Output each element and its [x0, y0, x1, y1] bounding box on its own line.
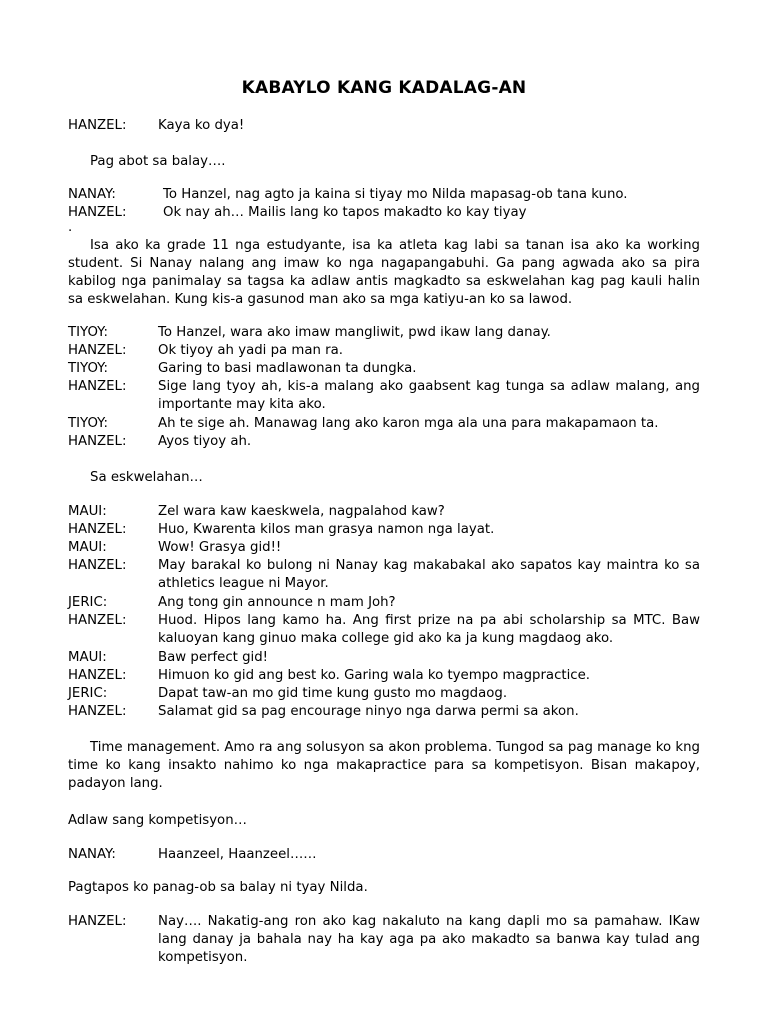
dialogue-line	[68, 324, 700, 342]
dialogue-line	[68, 539, 700, 557]
narration-line: Pagtapos ko panag-ob sa balay ni tyay Nilda.	[68, 880, 368, 895]
document-title: KABAYLO KANG KADALAG-AN	[241, 78, 527, 98]
speaker-label: TIYOY:	[68, 325, 109, 340]
dialogue-line	[68, 433, 700, 451]
dialogue-line	[68, 503, 700, 521]
speaker-label: TIYOY:	[68, 416, 109, 431]
dialogue-line	[68, 415, 700, 433]
dialogue-text: Kaya ko dya!	[158, 118, 245, 133]
dialogue-line	[68, 557, 700, 593]
dialogue-text: Huod. Hipos lang kamo ha. Ang first prize na pa abi scholarship sa MTC. Baw kaluoyan kang ginuo maka college gid ako ka ja kung magdaog ako.	[158, 613, 700, 646]
dialogue-line	[68, 913, 700, 967]
dialogue-text: Huo, Kwarenta kilos man grasya namon nga layat.	[158, 522, 495, 537]
dialogue-line	[68, 846, 700, 864]
narration-line: Sa eskwelahan…	[90, 470, 203, 485]
speaker-label: JERIC:	[68, 686, 108, 701]
speaker-label: HANZEL:	[68, 205, 127, 220]
dialogue-text: Haanzeel, Haanzeel……	[158, 847, 317, 862]
dialogue-line	[68, 649, 700, 667]
dialogue-text: Sige lang tyoy ah, kis-a malang ako gaabsent kag tunga sa adlaw malang, ang importante may kita ako.	[158, 379, 700, 412]
speaker-label: HANZEL:	[68, 379, 127, 394]
dialogue-line	[68, 521, 700, 539]
dialogue-text: May barakal ko bulong ni Nanay kag makabakal ako sapatos kay maintra ko sa athletics league ni Mayor.	[158, 558, 700, 591]
dialogue-text: To Hanzel, nag agto ja kaina si tiyay mo Nilda mapasag-ob tana kuno.	[163, 187, 628, 202]
speaker-label: HANZEL:	[68, 522, 127, 537]
dialogue-text: Dapat taw-an mo gid time kung gusto mo magdaog.	[158, 686, 508, 701]
dialogue-text: Himuon ko gid ang best ko. Garing wala ko tyempo magpractice.	[158, 668, 591, 683]
dialogue-text: Nay…. Nakatig-ang ron ako kag nakaluto na kang dapli mo sa pamahaw. IKaw lang danay ja bahala nay ha kay aga pa ako makadto sa banwa kay tulad ang kompetisyon.	[158, 914, 700, 965]
speaker-label: JERIC:	[68, 595, 108, 610]
dialogue-line	[68, 667, 700, 685]
dialogue-text: Wow! Grasya gid!!	[158, 540, 282, 555]
speaker-label: HANZEL:	[68, 434, 127, 449]
speaker-label: HANZEL:	[68, 704, 127, 719]
dialogue-text: Ok tiyoy ah yadi pa man ra.	[158, 343, 343, 358]
speaker-label: HANZEL:	[68, 914, 127, 929]
dialogue-line	[68, 342, 700, 360]
dialogue-line	[68, 204, 700, 222]
dialogue-text: Ok nay ah… Mailis lang ko tapos makadto ko kay tiyay	[163, 205, 527, 220]
speaker-label: HANZEL:	[68, 558, 127, 573]
dialogue-line	[68, 360, 700, 378]
narration-line: Adlaw sang kompetisyon…	[68, 813, 247, 828]
dialogue-text: Garing to basi madlawonan ta dungka.	[158, 361, 417, 376]
narration-line: Pag abot sa balay….	[90, 154, 226, 169]
narrative-paragraph: Isa ako ka grade 11 nga estudyante, isa ka atleta kag labi sa tanan isa ako ka working student. Si Nanay nalang ang imaw ko nga nagapangabuhi. Ga pang agwada ako sa pira kabilog nga panimalay sa tagsa ka adlaw antis magkadto sa eskwelahan kag pag kauli halin sa eskwelahan. Kung kis-a gasunod man ako sa mga katiyu-an ko sa lawod.	[68, 238, 700, 307]
dialogue-text: To Hanzel, wara ako imaw mangliwit, pwd ikaw lang danay.	[158, 325, 551, 340]
speaker-label: NANAY:	[68, 187, 116, 202]
speaker-label: MAUI:	[68, 540, 107, 555]
speaker-label: HANZEL:	[68, 118, 127, 133]
dialogue-text: Ah te sige ah. Manawag lang ako karon mga ala una para makapamaon ta.	[158, 416, 659, 431]
narrative-paragraph: Time management. Amo ra ang solusyon sa akon problema. Tungod sa pag manage ko kng time ko kang insakto nahimo ko nga makapractice para sa kompetisyon. Bisan makapoy, padayon lang.	[68, 740, 700, 791]
dialogue-line	[68, 117, 700, 135]
dialogue-text: Salamat gid sa pag encourage ninyo nga darwa permi sa akon.	[158, 704, 579, 719]
dialogue-text: Ayos tiyoy ah.	[158, 434, 252, 449]
speaker-label: MAUI:	[68, 504, 107, 519]
dialogue-text: Ang tong gin announce n mam Joh?	[158, 595, 396, 610]
dialogue-text: Baw perfect gid!	[158, 650, 268, 665]
dialogue-line	[68, 685, 700, 703]
speaker-label: HANZEL:	[68, 343, 127, 358]
speaker-label: HANZEL:	[68, 613, 127, 628]
dialogue-line	[68, 612, 700, 648]
dialogue-line	[68, 594, 700, 612]
dialogue-text: Zel wara kaw kaeskwela, nagpalahod kaw?	[158, 504, 445, 519]
speaker-label: TIYOY:	[68, 361, 109, 376]
dialogue-line	[68, 186, 700, 204]
dialogue-line	[68, 703, 700, 721]
speaker-label: HANZEL:	[68, 668, 127, 683]
speaker-label: NANAY:	[68, 847, 116, 862]
stray-period: .	[68, 220, 73, 235]
dialogue-line	[68, 378, 700, 414]
speaker-label: MAUI:	[68, 650, 107, 665]
